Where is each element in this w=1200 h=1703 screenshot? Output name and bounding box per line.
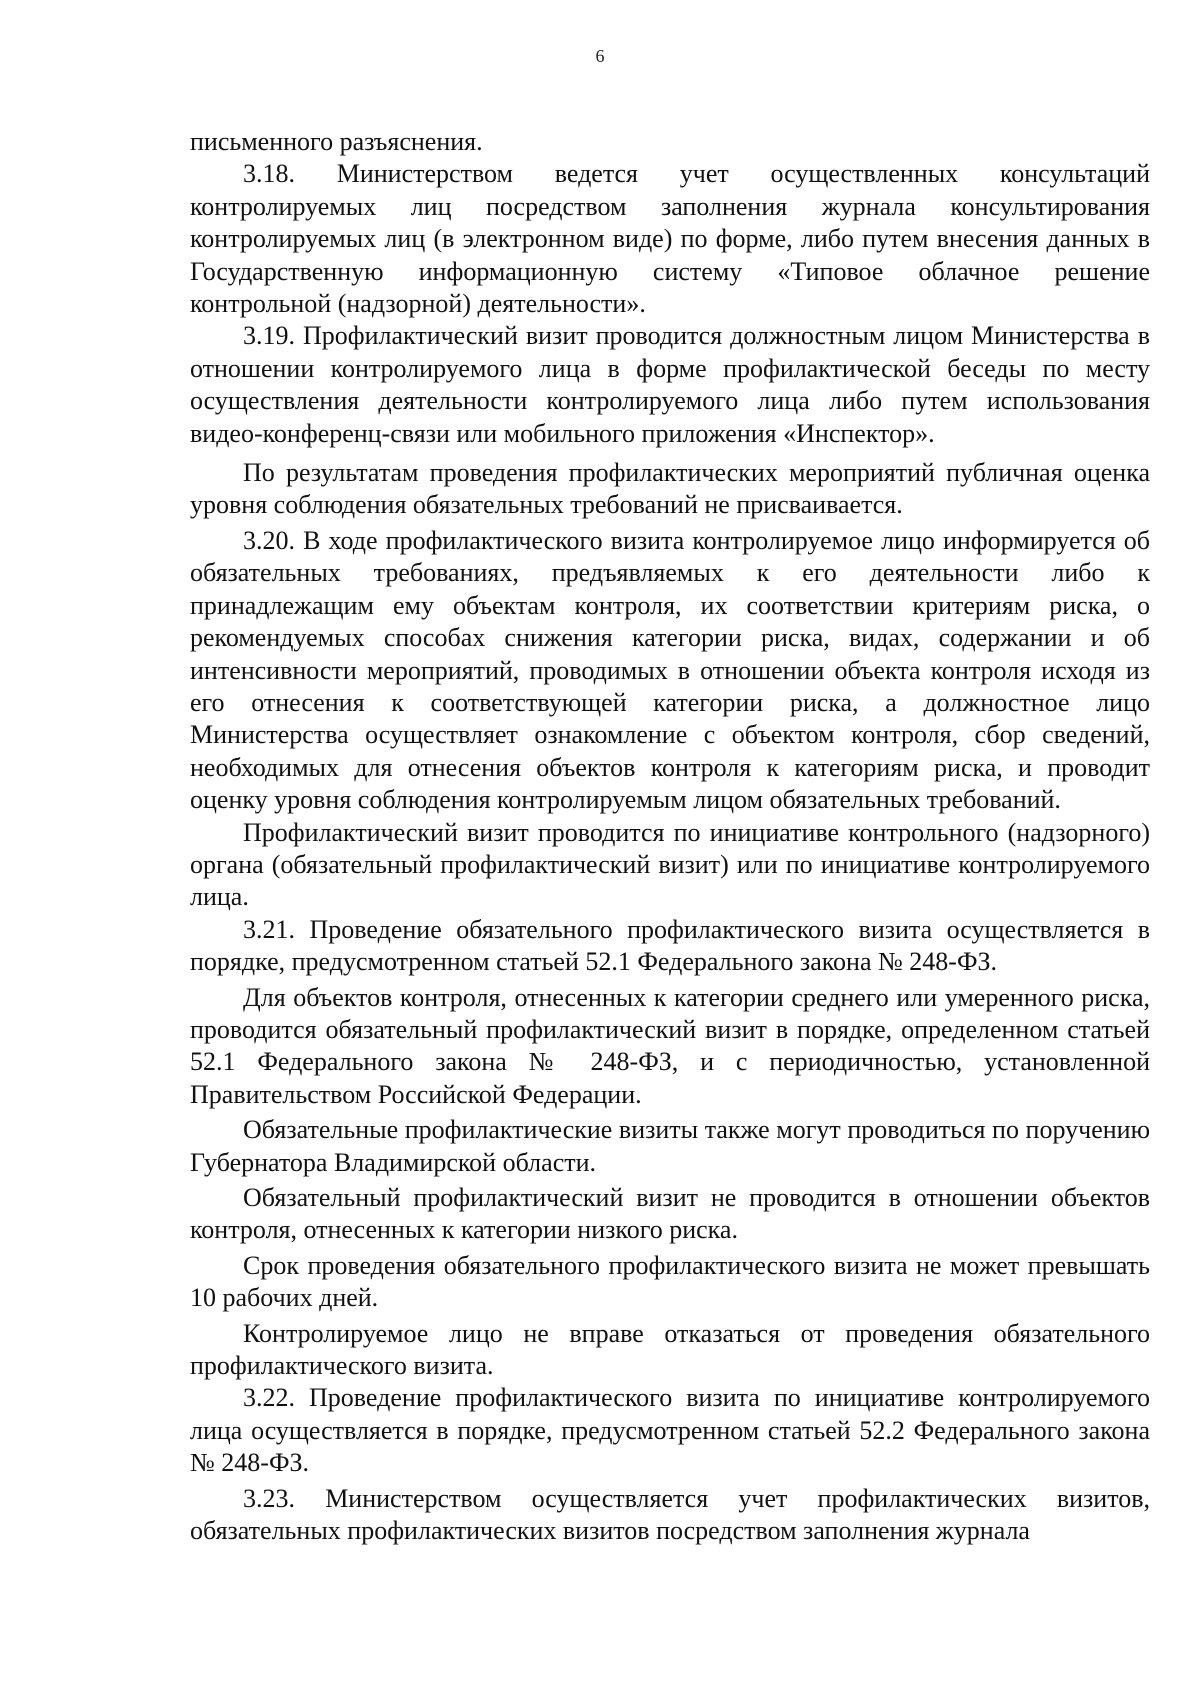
paragraph-continuation: письменного разъяснения.: [190, 127, 483, 156]
paragraph-assessment-note: По результатам проведения профилактических мероприятий публичная оценка уровня соблюдения обязательных требований не присваивается.: [190, 458, 1150, 520]
paragraph-3-23: 3.23. Министерством осуществляется учет профилактических визитов, обязательных профилактических визитов посредством заполнения журнала: [190, 1483, 1150, 1546]
paragraph-visit-term: Срок проведения обязательного профилактического визита не может превышать 10 рабочих дней.: [190, 1250, 1150, 1313]
paragraph-3-21: 3.21. Проведение обязательного профилактического визита осуществляется в порядке, предусмотренном статьей 52.1 Федерального закона № 248-ФЗ.: [190, 914, 1150, 977]
paragraph-3-19: 3.19. Профилактический визит проводится должностным лицом Министерства в отношении контролируемого лица в форме профилактической беседы по месту осуществления деятельности контролируемого лица либо путем использования видео-конференц-связи или мобильного приложения «Инспектор».: [190, 321, 1150, 448]
paragraph-3-20: 3.20. В ходе профилактического визита контролируемое лицо информируется об обязательных требованиях, предъявляемых к его деятельности либо к принадлежащим ему объектам контроля, их соответствии критериям риска, о рекомендуемых способах снижения категории риска, видах, содержании и об интенсивности мероприятий, проводимых в отношении объекта контроля исходя из его отнесения к соответствующей категории риска, а должностное лицо Министерства осуществляет ознакомление с объектом контроля, сбор сведений, необходимых для отнесения объектов контроля к категориям риска, и проводит оценку уровня соблюдения контролируемым лицом обязательных требований.: [190, 525, 1150, 815]
document-body: [190, 126, 1150, 1547]
page-number: 6: [595, 46, 605, 66]
paragraph-3-22: 3.22. Проведение профилактического визита по инициативе контролируемого лица осуществляется в порядке, предусмотренном статьей 52.2 Федерального закона № 248-ФЗ.: [190, 1383, 1150, 1478]
paragraph-low-risk: Обязательный профилактический визит не проводится в отношении объектов контроля, отнесенных к категории низкого риска.: [190, 1183, 1150, 1245]
paragraph-mandatory-visit-risk: Для объектов контроля, отнесенных к категории среднего или умеренного риска, проводится обязательный профилактический визит в порядке, определенном статьей 52.1 Федерального закона № 248-ФЗ, и с периодичностью, установленной Правительством Российской Федерации.: [190, 982, 1150, 1109]
paragraph-governor-order: Обязательные профилактические визиты также могут проводиться по поручению Губернатора Владимирской области.: [190, 1115, 1150, 1177]
paragraph-3-18: 3.18. Министерством ведется учет осуществленных консультаций контролируемых лиц посредством заполнения журнала консультирования контролируемых лиц (в электронном виде) по форме, либо путем внесения данных в Государственную информационную систему «Типовое облачное решение контрольной (надзорной) деятельности».: [190, 159, 1150, 319]
paragraph-visit-initiative: Профилактический визит проводится по инициативе контрольного (надзорного) органа (обязательный профилактический визит) или по инициативе контролируемого лица.: [190, 817, 1150, 912]
paragraph-no-refusal: Контролируемое лицо не вправе отказаться от проведения обязательного профилактического визита.: [190, 1318, 1150, 1381]
